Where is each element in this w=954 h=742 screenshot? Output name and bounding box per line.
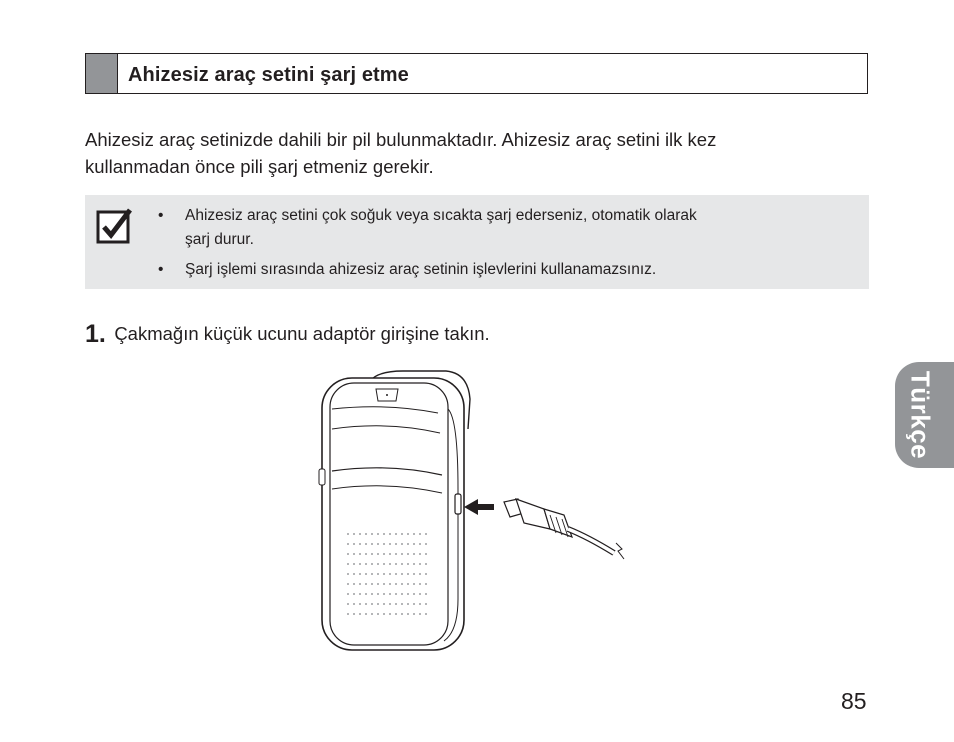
intro-paragraph [85,126,845,180]
note-item [155,204,697,252]
step-item [85,320,490,349]
intro-line: kullanmadan önce pili şarj etmeniz gerekir. [85,156,434,177]
section-heading [85,53,868,94]
intro-line: Ahizesiz araç setinizde dahili bir pil bulunmaktadır. Ahizesiz araç setini ilk kez [85,129,717,150]
heading-marker [86,54,118,93]
note-text: Ahizesiz araç setini çok soğuk veya sıcakta şarj ederseniz, otomatik olarak [185,207,697,224]
bullet: • [158,261,164,278]
note-list [155,204,697,282]
note-text: şarj durur. [185,231,254,248]
step-text: Çakmağın küçük ucunu adaptör girişine takın. [114,323,490,344]
note-item [155,258,697,282]
page-number: 85 [841,688,867,714]
note-box [85,195,869,289]
bullet: • [158,207,164,224]
step-number: 1. [85,320,106,348]
note-text: Şarj işlemi sırasında ahizesiz araç setinin işlevlerini kullanamazsınız. [185,261,657,278]
car-kit-charging-illustration [318,369,638,654]
checkbox-note-icon [96,208,132,244]
language-tab-label: Türkçe [905,370,936,460]
section-title: Ahizesiz araç setini şarj etme [128,64,409,86]
